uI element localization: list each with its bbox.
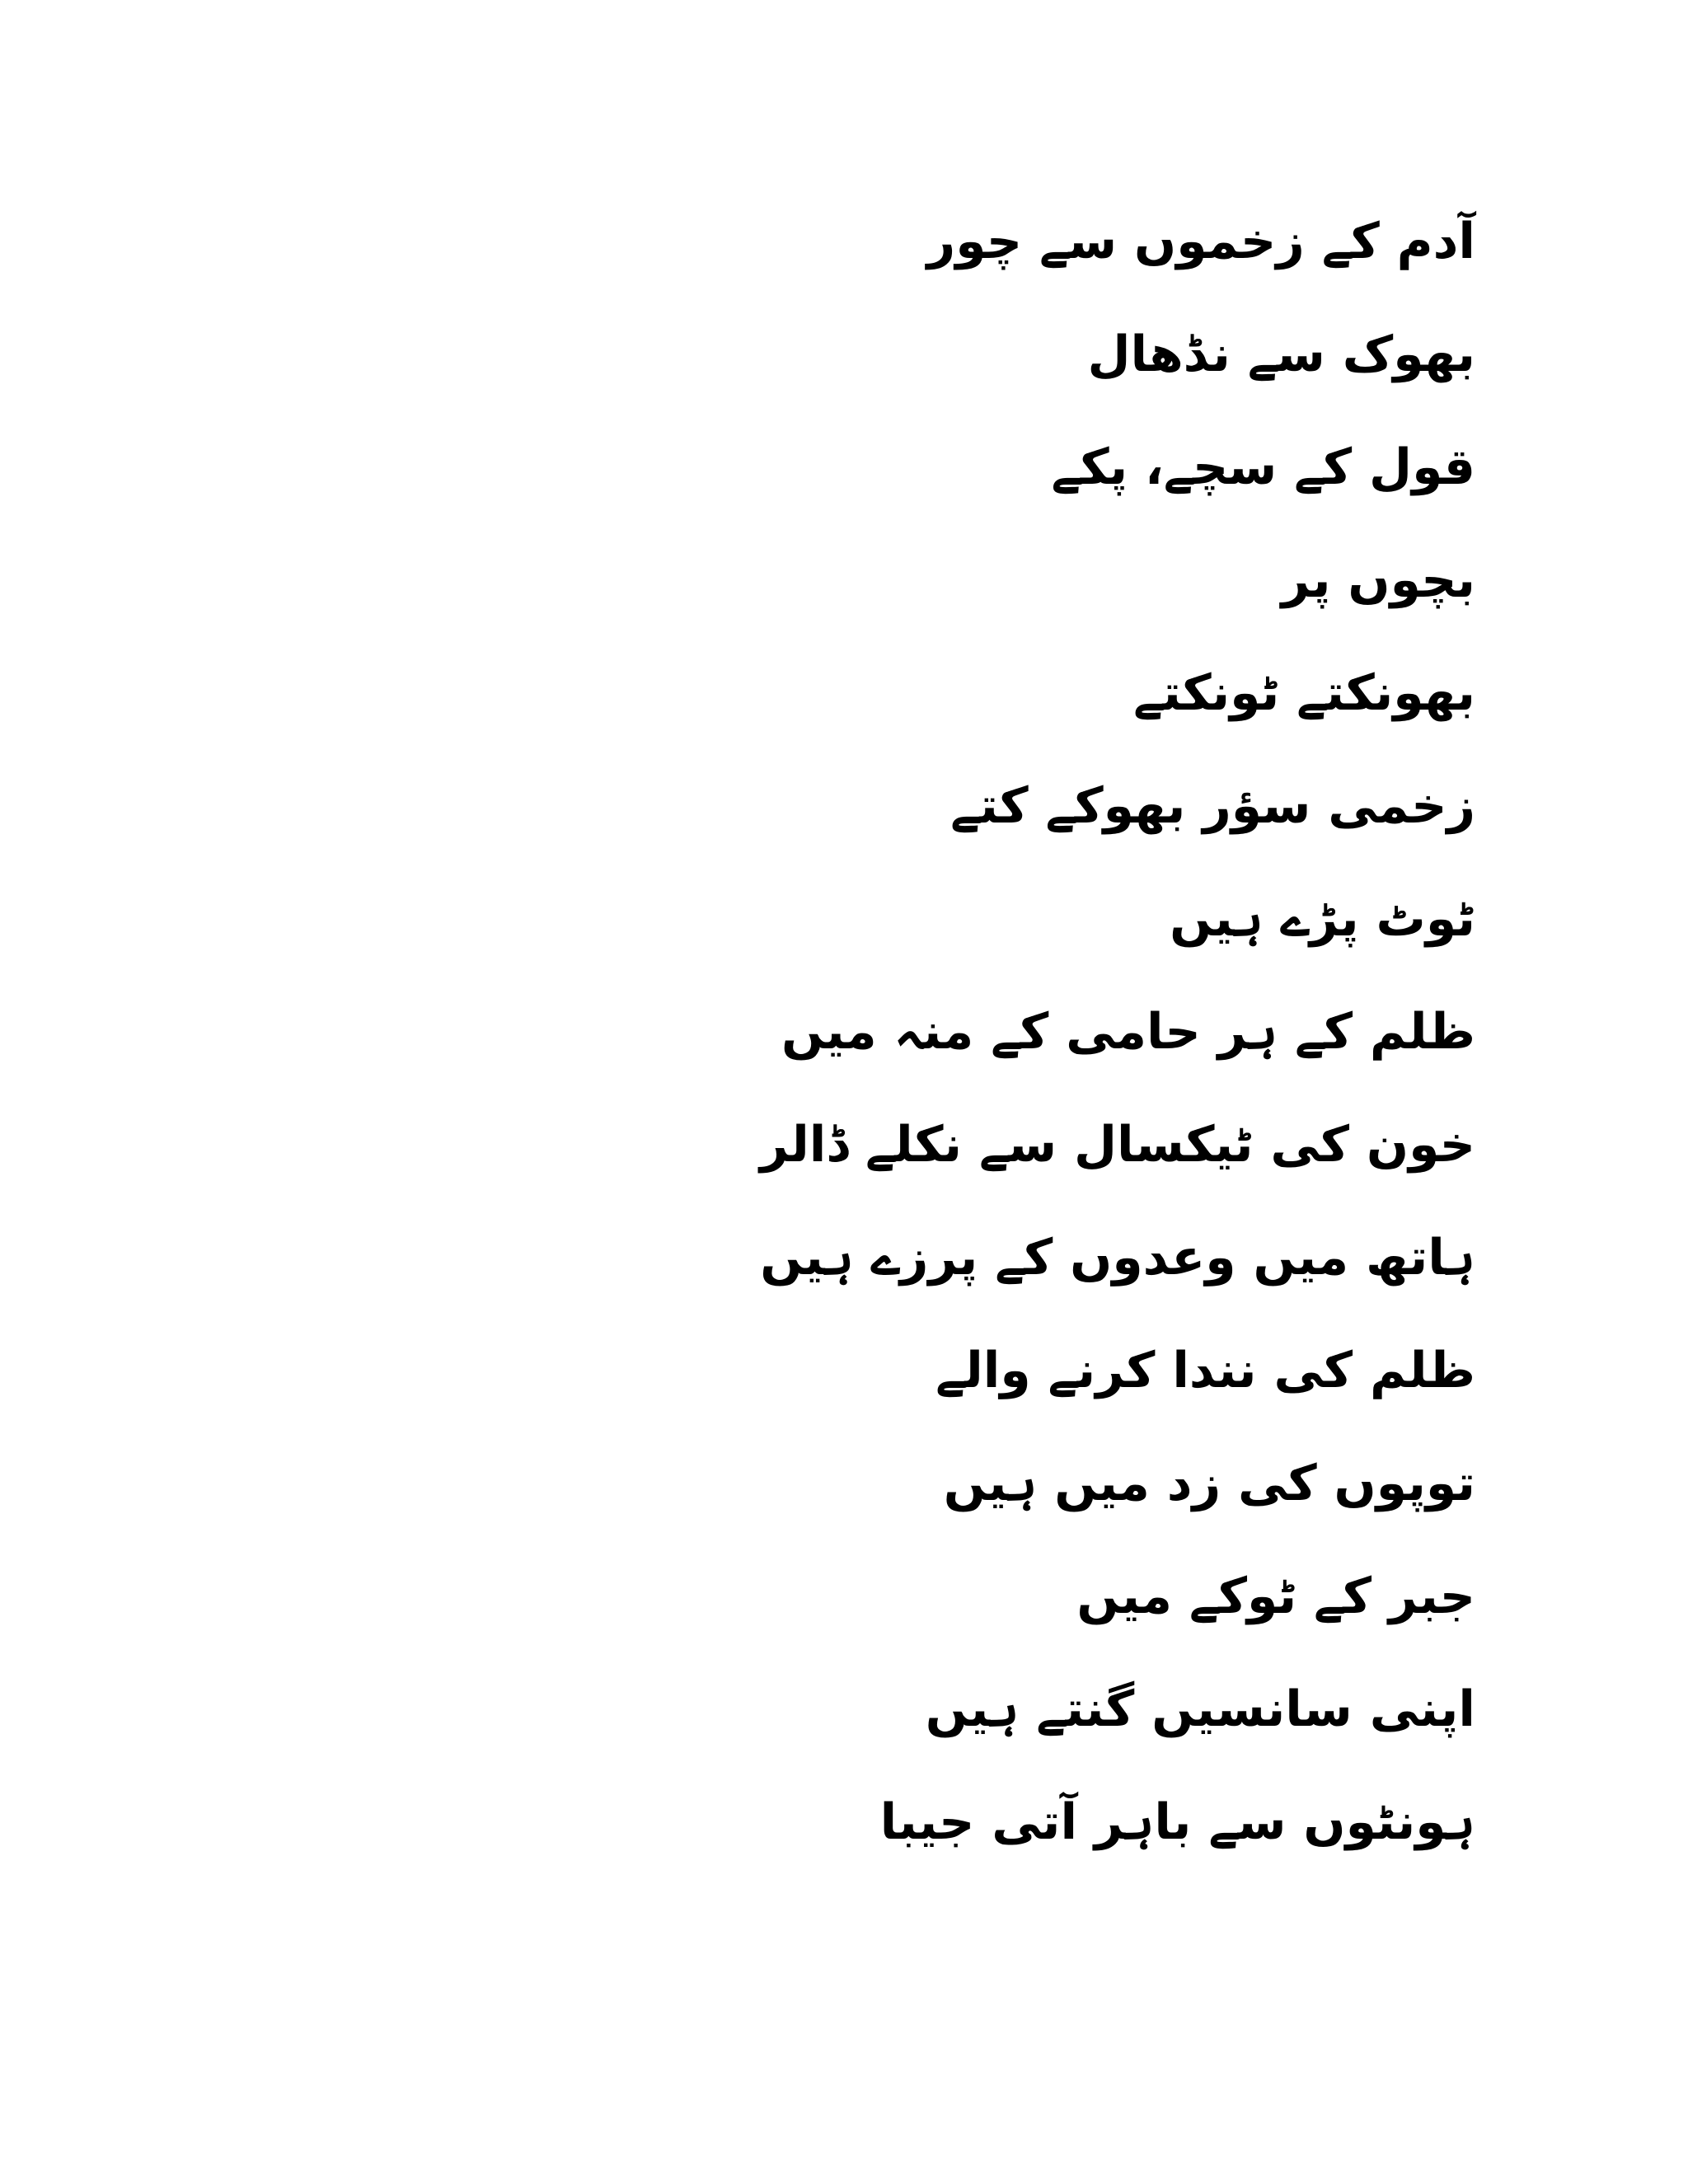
poem-line: ظلم کے ہر حامی کے منہ میں (781, 1003, 1475, 1061)
poem-line: بھوک سے نڈھال (1087, 326, 1475, 383)
poem-line: زخمی سؤر بھوکے کتے (950, 777, 1475, 835)
poem-line: توپوں کی زد میں ہیں (943, 1455, 1475, 1512)
poem-line: جبر کے ٹوکے میں (1076, 1568, 1475, 1625)
poem (74, 185, 1475, 1879)
poem-line: آدم کے زخموں سے چور (926, 213, 1475, 270)
poem-line: اپنی سانسیں گنتے ہیں (925, 1680, 1475, 1738)
poem-line: ہاتھ میں وعدوں کے پرزے ہیں (760, 1229, 1475, 1286)
poem-line: ہونٹوں سے باہر آتی جیبا (879, 1793, 1475, 1851)
poem-line: ظلم کی نندا کرنے والے (935, 1342, 1475, 1399)
poem-line: خون کی ٹیکسال سے نکلے ڈالر (759, 1116, 1475, 1174)
poem-line: قول کے سچے، پکے (1051, 438, 1475, 496)
poem-line: بھونکتے ٹونکتے (1133, 664, 1475, 722)
poem-line: ٹوٹ پڑے ہیں (1170, 890, 1475, 948)
poem-line: بچوں پر (1281, 551, 1475, 609)
